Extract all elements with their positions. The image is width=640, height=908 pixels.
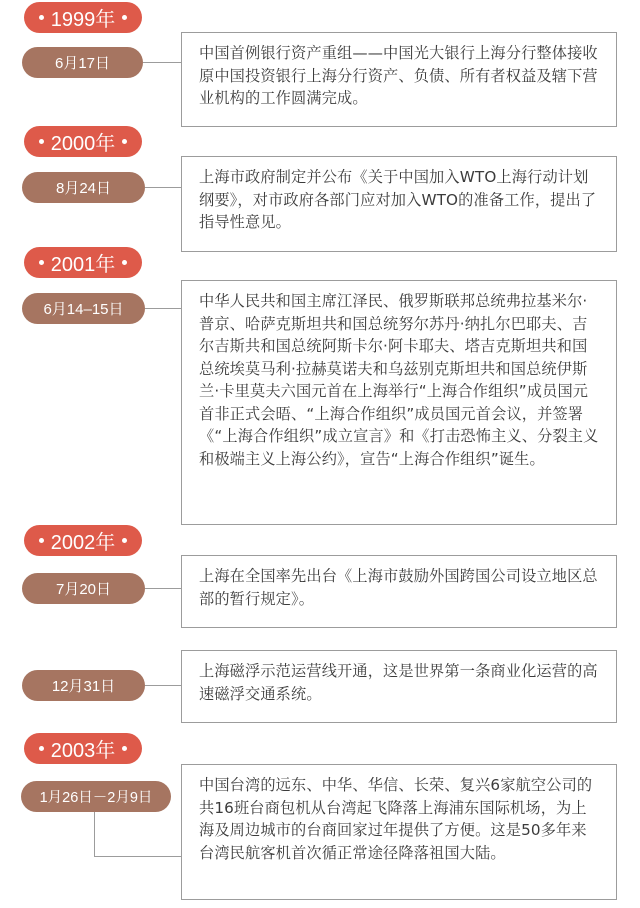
dot-icon <box>39 538 44 543</box>
dot-icon <box>39 15 44 20</box>
dot-icon <box>122 260 127 265</box>
date-pill: 8月24日 <box>22 172 145 203</box>
year-label: 1999年 <box>50 9 116 31</box>
year-label: 2001年 <box>50 254 116 276</box>
dot-icon <box>39 746 44 751</box>
date-pill: 7月20日 <box>22 573 145 604</box>
connector-line <box>94 812 95 857</box>
date-pill: 6月14–15日 <box>22 293 145 324</box>
year-label: 2000年 <box>50 133 116 155</box>
dot-icon <box>122 139 127 144</box>
event-box <box>181 280 617 525</box>
year-pill-2002 <box>24 525 142 556</box>
event-box <box>181 764 617 900</box>
event-box <box>181 32 617 127</box>
event-box <box>181 156 617 252</box>
connector-line <box>94 856 181 857</box>
event-text: 中华人民共和国主席江泽民、俄罗斯联邦总统弗拉基米尔·普京、哈萨克斯坦共和国总统努尔苏丹·纳扎尔巴耶夫、吉尔吉斯共和国总统阿斯卡尔·阿卡耶夫、塔吉克斯坦共和国总统埃莫马利·拉赫莫诺夫和乌兹别克斯坦共和国总统伊斯兰·卡里莫夫六国元首在上海举行“上海合作组织”成员国元首非正式会晤、“上海合作组织”成员国元首会议，并签署《“上海合作组织”成立宣言》和《打击恐怖主义、分裂主义和极端主义上海公约》，宣告“上海合作组织”诞生。 <box>199 292 599 468</box>
event-text: 中国台湾的远东、中华、华信、长荣、复兴6家航空公司的共16班台商包机从台湾起飞降落上海浦东国际机场，为上海及周边城市的台商回家过年提供了方便。这是50多年来台湾民航客机首次循正常途径降落祖国大陆。 <box>199 776 593 862</box>
event-text: 上海在全国率先出台《上海市鼓励外国跨国公司设立地区总部的暂行规定》。 <box>199 567 598 608</box>
year-pill-2000 <box>24 126 142 157</box>
connector-line <box>143 62 181 63</box>
connector-line <box>145 187 181 188</box>
event-text: 上海市政府制定并公布《关于中国加入WTO上海行动计划纲要》，对市政府各部门应对加入WTO的准备工作，提出了指导性意见。 <box>199 168 597 231</box>
event-box <box>181 555 617 628</box>
connector-line <box>145 308 181 309</box>
event-box <box>181 650 617 723</box>
date-pill: 1月26日－2月9日 <box>21 781 171 812</box>
dot-icon <box>122 15 127 20</box>
connector-line <box>145 588 181 589</box>
year-pill-2001 <box>24 247 142 278</box>
year-pill-1999 <box>24 2 142 33</box>
year-label: 2002年 <box>50 532 116 554</box>
year-label: 2003年 <box>50 740 116 762</box>
connector-line <box>145 685 181 686</box>
event-text: 中国首例银行资产重组——中国光大银行上海分行整体接收原中国投资银行上海分行资产、负债、所有者权益及辖下营业机构的工作圆满完成。 <box>199 44 598 107</box>
year-pill-2003 <box>24 733 142 764</box>
event-text: 上海磁浮示范运营线开通，这是世界第一条商业化运营的高速磁浮交通系统。 <box>199 662 598 703</box>
dot-icon <box>122 538 127 543</box>
dot-icon <box>39 139 44 144</box>
dot-icon <box>39 260 44 265</box>
date-pill: 12月31日 <box>22 670 145 701</box>
dot-icon <box>122 746 127 751</box>
date-pill: 6月17日 <box>22 47 143 78</box>
